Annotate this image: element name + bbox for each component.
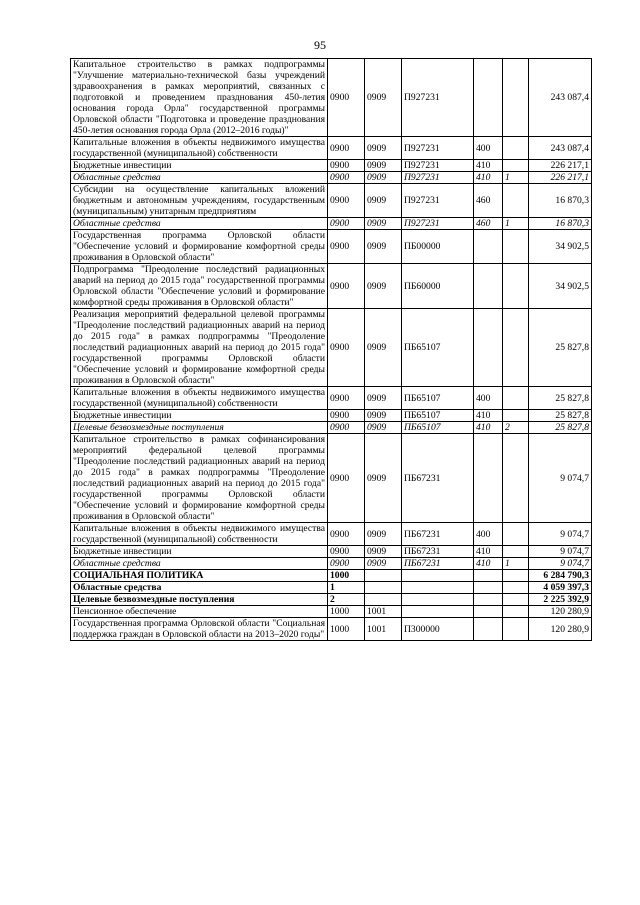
cell-d	[474, 618, 503, 641]
cell-amt: 9 074,7	[529, 523, 592, 546]
cell-a: 0900	[328, 137, 365, 160]
table-row	[71, 264, 592, 309]
cell-b	[365, 582, 402, 594]
cell-b	[365, 594, 402, 606]
table-row	[71, 523, 592, 546]
cell-c: П927231	[402, 172, 474, 184]
table-row	[71, 184, 592, 218]
cell-b: 0909	[365, 387, 402, 410]
table-row	[71, 558, 592, 570]
cell-amt: 25 827,8	[529, 422, 592, 434]
cell-a: 0900	[328, 230, 365, 264]
cell-a: 0900	[328, 264, 365, 309]
cell-amt: 120 280,9	[529, 606, 592, 618]
cell-c	[402, 594, 474, 606]
cell-name: Реализация мероприятий федеральной целевой программы "Преодоление последствий радиационных аварий на период до 2015 года" в рамках подпрограммы "Преодоление последствий радиационных аварий на период до 2015 года" государственной программы Орловской области "Обеспечение условий и формирование комфортной среды проживания в Орловской области"	[71, 309, 328, 387]
cell-name: Областные средства	[71, 218, 328, 230]
cell-name: Государственная программа Орловской области "Обеспечение условий и формирование комфортной среды проживания в Орловской области"	[71, 230, 328, 264]
cell-d	[474, 582, 503, 594]
cell-e	[503, 523, 529, 546]
table-row	[71, 582, 592, 594]
cell-d	[474, 606, 503, 618]
cell-d: 400	[474, 523, 503, 546]
cell-name: Целевые безвозмездные поступления	[71, 422, 328, 434]
cell-name: СОЦИАЛЬНАЯ ПОЛИТИКА	[71, 570, 328, 582]
cell-a: 0900	[328, 434, 365, 523]
budget-table-body	[71, 59, 592, 641]
table-row	[71, 309, 592, 387]
table-row	[71, 618, 592, 641]
cell-c: ПБ65107	[402, 422, 474, 434]
cell-c: П927231	[402, 160, 474, 172]
cell-a: 0900	[328, 184, 365, 218]
cell-a: 0900	[328, 309, 365, 387]
cell-d: 410	[474, 422, 503, 434]
table-row	[71, 160, 592, 172]
cell-name: Областные средства	[71, 172, 328, 184]
cell-amt: 34 902,5	[529, 230, 592, 264]
cell-e	[503, 434, 529, 523]
cell-d: 460	[474, 218, 503, 230]
cell-d: 410	[474, 160, 503, 172]
cell-name: Целевые безвозмездные поступления	[71, 594, 328, 606]
cell-name: Бюджетные инвестиции	[71, 546, 328, 558]
table-row	[71, 594, 592, 606]
cell-b: 0909	[365, 434, 402, 523]
table-row	[71, 410, 592, 422]
cell-d: 410	[474, 410, 503, 422]
cell-d	[474, 230, 503, 264]
table-row	[71, 422, 592, 434]
cell-amt: 9 074,7	[529, 546, 592, 558]
cell-name: Капитальное строительство в рамках подпрограммы "Улучшение материально-технической базы учреждений здравоохранения в рамках мероприятий, связанных с подготовкой и проведением празднования 450-летия основания города Орла" государственной программы Орловской области "Подготовка и проведение празднования 450-летия основания города Орла (2012–2016 годы)"	[71, 59, 328, 137]
cell-b: 1001	[365, 606, 402, 618]
cell-c	[402, 582, 474, 594]
cell-a: 0900	[328, 410, 365, 422]
cell-e	[503, 309, 529, 387]
cell-name: Бюджетные инвестиции	[71, 160, 328, 172]
cell-d: 400	[474, 137, 503, 160]
cell-a: 0900	[328, 172, 365, 184]
cell-c: ПБ60000	[402, 264, 474, 309]
cell-e: 2	[503, 422, 529, 434]
cell-b: 0909	[365, 422, 402, 434]
table-row	[71, 137, 592, 160]
cell-amt: 25 827,8	[529, 410, 592, 422]
cell-amt: 34 902,5	[529, 264, 592, 309]
cell-c: П927231	[402, 218, 474, 230]
cell-d	[474, 434, 503, 523]
cell-c: ПБ65107	[402, 387, 474, 410]
cell-c: ПБ00000	[402, 230, 474, 264]
cell-a: 1000	[328, 570, 365, 582]
cell-c: П927231	[402, 59, 474, 137]
cell-name: Капитальные вложения в объекты недвижимого имущества государственной (муниципальной) собственности	[71, 137, 328, 160]
cell-a: 1000	[328, 618, 365, 641]
cell-b: 0909	[365, 230, 402, 264]
cell-name: Капитальные вложения в объекты недвижимого имущества государственной (муниципальной) собственности	[71, 387, 328, 410]
cell-e	[503, 387, 529, 410]
cell-a: 0900	[328, 558, 365, 570]
cell-a: 0900	[328, 59, 365, 137]
cell-b: 1001	[365, 618, 402, 641]
cell-name: Капитальные вложения в объекты недвижимого имущества государственной (муниципальной) собственности	[71, 523, 328, 546]
cell-e	[503, 618, 529, 641]
cell-a: 1	[328, 582, 365, 594]
budget-table	[70, 58, 592, 641]
cell-c: ПБ65107	[402, 410, 474, 422]
table-row	[71, 434, 592, 523]
table-row	[71, 570, 592, 582]
cell-amt: 16 870,3	[529, 184, 592, 218]
cell-b: 0909	[365, 309, 402, 387]
cell-d: 460	[474, 184, 503, 218]
cell-amt: 120 280,9	[529, 618, 592, 641]
cell-name: Подпрограмма "Преодоление последствий радиационных аварий на период до 2015 года" государственной программы Орловской области "Обеспечение условий и формирование комфортной среды проживания в Орловской области"	[71, 264, 328, 309]
cell-name: Бюджетные инвестиции	[71, 410, 328, 422]
cell-e	[503, 184, 529, 218]
cell-c: ПБ67231	[402, 523, 474, 546]
cell-c: ПБ65107	[402, 309, 474, 387]
cell-a: 0900	[328, 218, 365, 230]
cell-e: 1	[503, 172, 529, 184]
table-row	[71, 546, 592, 558]
cell-b: 0909	[365, 137, 402, 160]
cell-e	[503, 264, 529, 309]
cell-b: 0909	[365, 558, 402, 570]
table-row	[71, 606, 592, 618]
cell-a: 0900	[328, 546, 365, 558]
cell-name: Областные средства	[71, 582, 328, 594]
cell-e	[503, 546, 529, 558]
cell-a: 0900	[328, 387, 365, 410]
cell-b	[365, 570, 402, 582]
cell-amt: 6 284 790,3	[529, 570, 592, 582]
cell-name: Государственная программа Орловской области "Социальная поддержка граждан в Орловской области на 2013–2020 годы"	[71, 618, 328, 641]
cell-amt: 9 074,7	[529, 558, 592, 570]
cell-d: 410	[474, 172, 503, 184]
cell-d	[474, 264, 503, 309]
cell-a: 1000	[328, 606, 365, 618]
cell-c	[402, 570, 474, 582]
cell-name: Областные средства	[71, 558, 328, 570]
cell-b: 0909	[365, 264, 402, 309]
cell-b: 0909	[365, 410, 402, 422]
cell-a: 0900	[328, 160, 365, 172]
cell-amt: 25 827,8	[529, 309, 592, 387]
cell-e	[503, 410, 529, 422]
cell-c: П927231	[402, 184, 474, 218]
cell-e	[503, 582, 529, 594]
table-row	[71, 387, 592, 410]
cell-b: 0909	[365, 59, 402, 137]
cell-name: Капитальное строительство в рамках софинансирования мероприятий федеральной целевой программы "Преодоление последствий радиационных аварий на период до 2015 года" в рамках подпрограммы "Преодоление последствий радиационных аварий на период до 2015 года" государственной программы Орловской области "Обеспечение условий и формирование комфортной среды проживания в Орловской области"	[71, 434, 328, 523]
cell-e	[503, 230, 529, 264]
cell-a: 0900	[328, 523, 365, 546]
cell-d	[474, 309, 503, 387]
cell-b: 0909	[365, 523, 402, 546]
table-row	[71, 230, 592, 264]
cell-e	[503, 137, 529, 160]
cell-b: 0909	[365, 218, 402, 230]
cell-d: 410	[474, 546, 503, 558]
cell-d: 400	[474, 387, 503, 410]
cell-e	[503, 594, 529, 606]
table-row	[71, 59, 592, 137]
cell-a: 2	[328, 594, 365, 606]
cell-amt: 243 087,4	[529, 137, 592, 160]
cell-b: 0909	[365, 172, 402, 184]
cell-d: 410	[474, 558, 503, 570]
cell-amt: 226 217,1	[529, 160, 592, 172]
cell-name: Субсидии на осуществление капитальных вложений бюджетным и автономным учреждениям, государственным (муниципальным) унитарным предприятиям	[71, 184, 328, 218]
cell-a: 0900	[328, 422, 365, 434]
cell-d	[474, 594, 503, 606]
cell-amt: 226 217,1	[529, 172, 592, 184]
cell-e: 1	[503, 558, 529, 570]
page-number: 95	[314, 38, 326, 52]
table-row	[71, 218, 592, 230]
cell-b: 0909	[365, 184, 402, 218]
cell-b: 0909	[365, 160, 402, 172]
cell-c: ПБ67231	[402, 434, 474, 523]
cell-e	[503, 570, 529, 582]
cell-amt: 9 074,7	[529, 434, 592, 523]
cell-name: Пенсионное обеспечение	[71, 606, 328, 618]
cell-c: ПБ67231	[402, 558, 474, 570]
cell-d	[474, 570, 503, 582]
cell-e	[503, 606, 529, 618]
cell-amt: 25 827,8	[529, 387, 592, 410]
cell-e: 1	[503, 218, 529, 230]
cell-c: П300000	[402, 618, 474, 641]
cell-amt: 243 087,4	[529, 59, 592, 137]
cell-amt: 16 870,3	[529, 218, 592, 230]
cell-amt: 2 225 392,9	[529, 594, 592, 606]
cell-c: П927231	[402, 137, 474, 160]
cell-d	[474, 59, 503, 137]
cell-amt: 4 059 397,3	[529, 582, 592, 594]
cell-e	[503, 160, 529, 172]
cell-b: 0909	[365, 546, 402, 558]
cell-c: ПБ67231	[402, 546, 474, 558]
table-row	[71, 172, 592, 184]
cell-c	[402, 606, 474, 618]
cell-e	[503, 59, 529, 137]
